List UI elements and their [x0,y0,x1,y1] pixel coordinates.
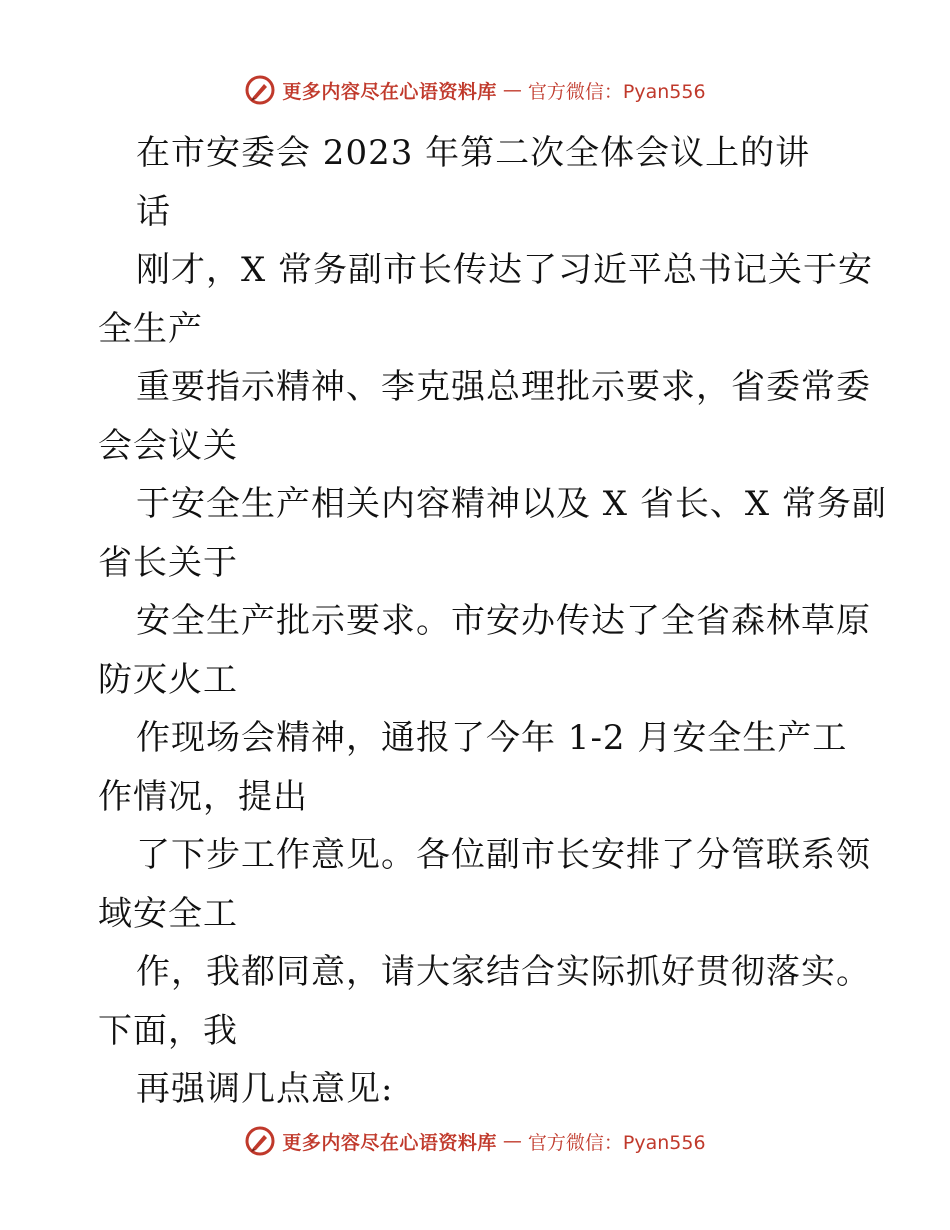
doc-line: 会会议关 [98,425,238,466]
header-watermark [0,70,950,110]
pen-circle-logo-icon [244,1125,276,1157]
doc-line: 安全生产批示要求。市安办传达了全省森林草原 [136,601,871,641]
watermark-dash: — [502,1130,522,1152]
doc-line: 了下步工作意见。各位副市长安排了分管联系领 [136,835,871,875]
doc-line: 防灭火工 [98,659,238,700]
watermark-text: 更多内容尽在心语资料库 [282,1131,497,1154]
doc-line: 作情况，提出 [98,776,308,817]
doc-line: 刚才，X 常务副市长传达了习近平总书记关于安 [136,250,874,290]
document-body [98,124,887,1119]
watermark-wechat: 官方微信：Pyan556 [527,80,706,103]
doc-line: 省长关于 [98,542,238,583]
watermark-text: 更多内容尽在心语资料库 [282,80,497,103]
footer-watermark [0,1121,950,1161]
doc-line: 全生产 [98,308,203,349]
doc-line: 域安全工 [98,893,238,934]
doc-line: 作现场会精神，通报了今年 1-2 月安全生产工 [136,718,848,758]
watermark-dash: — [502,79,522,101]
doc-line: 下面，我 [98,1010,238,1051]
watermark-wechat: 官方微信：Pyan556 [527,1131,706,1154]
doc-line: 作，我都同意，请大家结合实际抓好贯彻落实。 [136,952,871,992]
doc-line: 重要指示精神、李克强总理批示要求，省委常委 [136,367,871,407]
doc-line: 于安全生产相关内容精神以及 X 省长、X 常务副 [136,484,887,524]
pen-circle-logo-icon [244,74,276,106]
doc-line: 在市安委会 2023 年第二次全体会议上的讲 [136,133,811,173]
doc-line: 话 [136,191,171,232]
doc-line: 再强调几点意见: [136,1069,394,1109]
